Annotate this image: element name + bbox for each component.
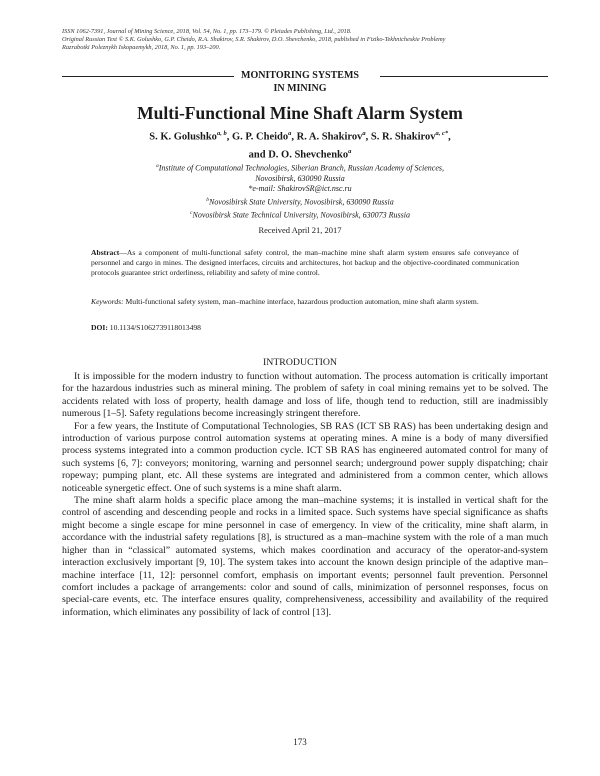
author-and: and — [248, 149, 266, 160]
author-4: S. R. Shakirov — [370, 131, 436, 143]
received-date: Received April 21, 2017 — [258, 225, 342, 235]
author-3: R. A. Shakirov — [296, 131, 363, 143]
paragraph-1: It is impossible for the modern industry to function without automation. The process automation is critically important for the hazardous industries such as mineral mining. The problem of safety in coal mining remains yet to be solved. The accidents related with loss of property, health damage and loss of life, though tend to reduction, still are inadmissibly numerous [1–5]. Safety regulations become increasingly stringent therefore. — [62, 371, 548, 420]
corresponding-email: *e-mail: ShakirovSR@ict.nsc.ru — [248, 184, 352, 194]
keywords — [91, 297, 519, 307]
paragraph-2: For a few years, the Institute of Computational Technologies, SB RAS (ICT SB RAS) has been undertaking design and introduction of various purpose control automation systems at operating mines. A mine is a body of many diversified process systems integrated into a common production cycle. ICT SB RAS has engineered automated control for many of such systems [6, 7]: conveyors; monitoring, warning and personnel search; underground power supply dispatching; chair ropeway; pumping plant, etc. All these systems are integrated and administered from a common center, which allows noticeable synergetic effect. One of such systems is a mine shaft alarm. — [62, 420, 548, 494]
author-1-affil: a, b — [216, 130, 227, 137]
paper-title: Multi-Functional Mine Shaft Alarm System — [137, 103, 463, 123]
journal-header-line-2: Original Russian Text © S.K. Golushko, G.P. Cheido, R.A. Shakirov, S.R. Shakirov, D.O. Shevchenko, 2018, published in Fiziko-Tekhnicheskie Problemy — [62, 36, 446, 43]
author-2-affil: a — [288, 130, 292, 137]
affiliation-b: $^b$Novosibirsk State University, Novosibirsk, 630090 Russia — [206, 196, 394, 207]
keywords-label: Keywords: — [91, 297, 124, 306]
doi-value: 10.1134/S1062739118013498 — [107, 323, 201, 332]
section-heading-line-2: IN MINING — [273, 83, 327, 94]
author-4-affil: a, c* — [435, 130, 449, 137]
author-5-affil: a — [348, 147, 352, 155]
introduction-heading: INTRODUCTION — [262, 357, 337, 368]
doi — [91, 323, 519, 333]
section-heading-line-1: MONITORING SYSTEMS — [241, 70, 359, 81]
journal-header-line-1: ISSN 1062-7391, Journal of Mining Science, 2018, Vol. 54, No. 1, pp. 173–179. © Pleiades Publishing, Ltd., 2018. — [62, 28, 352, 35]
author-2: G. P. Cheido — [231, 131, 289, 143]
affiliation-a-line-2: Novosibirsk, 630090 Russia — [255, 173, 345, 183]
abstract-label: Abstract — [91, 248, 120, 257]
author-5: D. O. Shevchenko — [268, 149, 349, 160]
journal-header-line-3: Razrabotki Poleznykh Iskopaemykh, 2018, No. 1, pp. 193–200. — [62, 44, 221, 51]
body-text — [62, 371, 548, 619]
affiliations — [80, 161, 520, 220]
doi-label: DOI: — [91, 323, 108, 332]
abstract-text: —As a component of multi-functional safety control, the man–machine mine shaft alarm system ensures safe conveyance of personnel and cargo in mines. The designed interfaces, circuits and architectures, hot backup and the objective-coordinated communication protocols guarantee strict orderliness, reliability and safety of mine control. — [91, 248, 519, 278]
author-3-affil: a — [362, 130, 366, 137]
affiliation-c: $^c$Novosibirsk State Technical University, Novosibirsk, 630073 Russia — [190, 209, 410, 220]
author-list: S. K. Golushko$^{a, b}$, G. P. Cheido$^a$, R. A. Shakirov$^a$, S. R. Shakirov$^{a, c*}$, and D. O. Shevchenko$^a$ — [149, 130, 451, 160]
author-1: S. K. Golushko — [149, 131, 217, 143]
affiliation-a-line-1: $^a$Institute of Computational Technologies, Siberian Branch, Russian Academy of Sciences, — [155, 163, 445, 173]
keywords-text: Multi-functional safety system, man–machine interface, hazardous production automation, mine shaft alarm system. — [123, 297, 479, 306]
paragraph-3: The mine shaft alarm holds a specific place among the man–machine systems; it is installed in vertical shaft for the control of ascending and descending people and rocks in a limited space. Such systems have special significance as shafts might become a single escape for mine personnel in case of emergency. In view of the criticality, mine shaft alarm, in accordance with the industrial safety regulations [8], is structured as a man–machine system with the role of a man much higher than in “classical” automated systems, which makes coordination and accuracy of the operator-and-system interaction exclusively important [9, 10]. The system takes into account the known design principle of the adaptive man–machine interface [11, 12]: personnel comfort, emphasis on important events; personnel fault prevention. Personnel comfort includes a package of arrangements: color and sound of calls, minimization of personnel responses, focus on special-care events, etc. The interface ensures quality, comprehensiveness, accessibility and availability of the required information, which eliminates any possibility of lack of control [13]. — [62, 495, 548, 618]
page-number: 173 — [293, 737, 307, 747]
abstract — [91, 248, 519, 279]
